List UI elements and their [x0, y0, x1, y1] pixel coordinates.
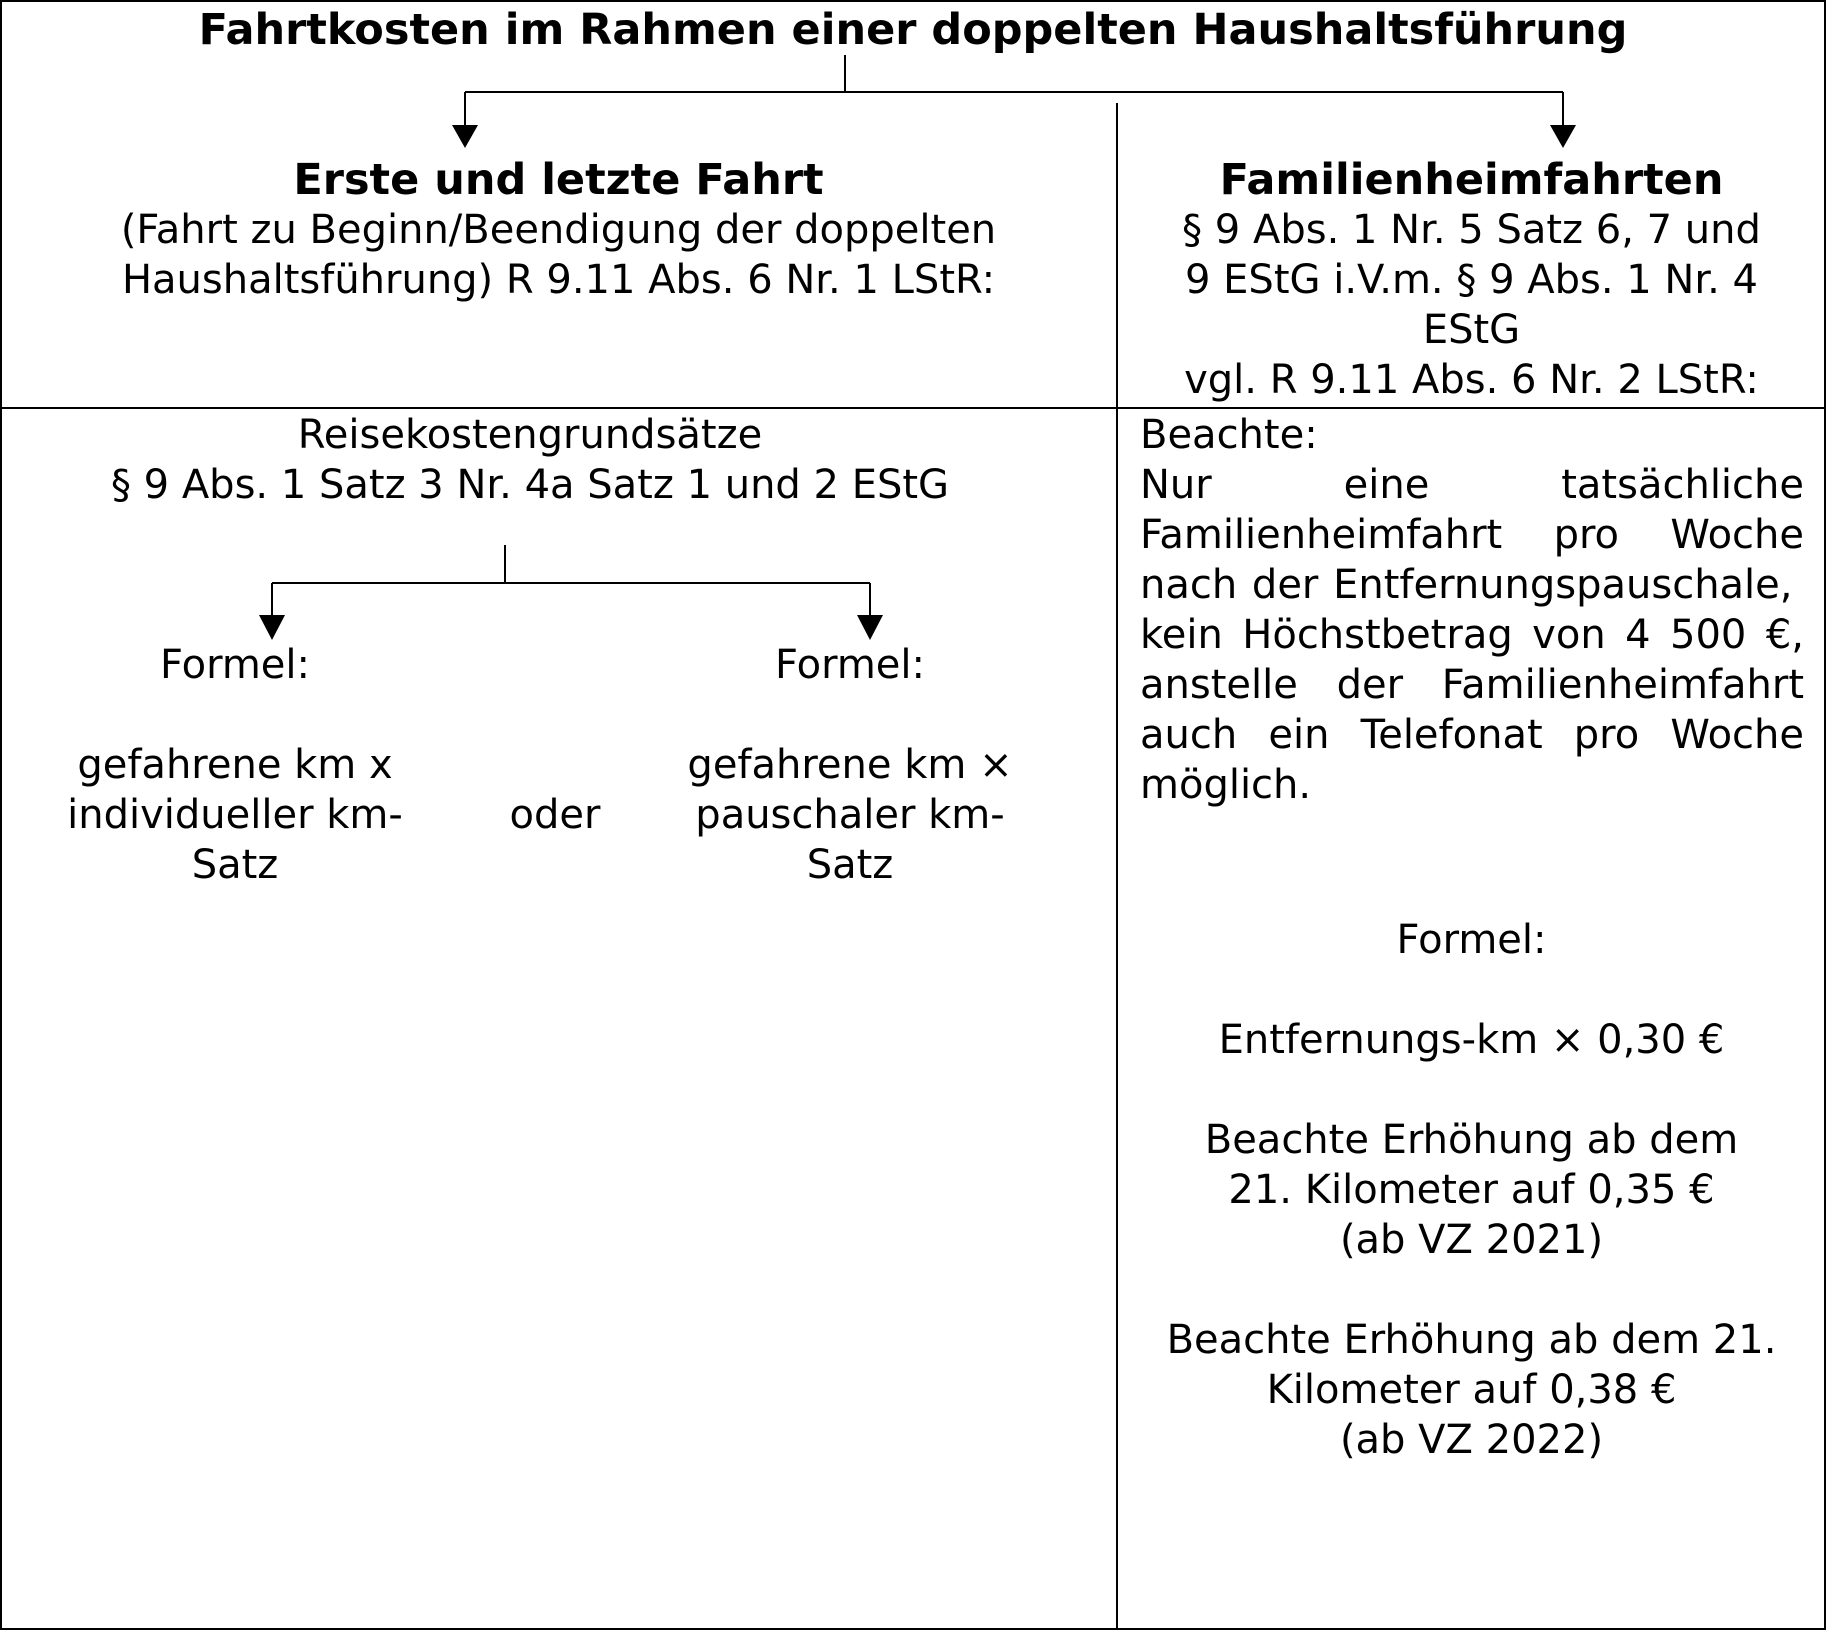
right-header	[1127, 155, 1816, 405]
formula-individual	[30, 640, 440, 890]
spacer	[30, 690, 440, 740]
right-line-3: EStG	[1422, 307, 1521, 353]
formula-flat-rate-line-1: gefahrene km ×	[687, 742, 1013, 788]
formula-individual-line-3: Satz	[191, 842, 279, 888]
note-text-1: Nur eine tatsächliche Familienheimfahrt pro Woche nach der Entfernungspauschale,	[1140, 462, 1804, 608]
increase-2022-line-3: (ab VZ 2022)	[1339, 1417, 1604, 1463]
principles-reference: § 9 Abs. 1 Satz 3 Nr. 4a Satz 1 und 2 EStG	[110, 462, 950, 508]
arrowhead-right-top	[1550, 125, 1576, 148]
left-line-1: (Fahrt zu Beginn/Beendigung der doppelten	[120, 207, 997, 253]
arrowhead-left-sub	[259, 615, 285, 640]
formula-individual-label: Formel:	[160, 642, 310, 688]
note-text-2: kein Höchstbetrag von 4 500 €, anstelle der Familienheimfahrt auch ein Telefonat pro Woche möglich.	[1140, 612, 1804, 808]
formula-individual-line-1: gefahrene km x	[77, 742, 393, 788]
increase-2021-line-3: (ab VZ 2021)	[1339, 1217, 1604, 1263]
note-label: Beachte:	[1140, 412, 1318, 458]
arrowhead-left-top	[452, 125, 478, 148]
diagram-title: Fahrtkosten im Rahmen einer doppelten Haushaltsführung	[198, 5, 1628, 55]
spacer	[1127, 965, 1816, 1015]
increase-2021-line-2: 21. Kilometer auf 0,35 €	[1228, 1167, 1715, 1213]
right-line-1: § 9 Abs. 1 Nr. 5 Satz 6, 7 und	[1182, 207, 1761, 253]
right-note	[1140, 410, 1804, 810]
spacer	[650, 690, 1050, 740]
arrowhead-right-sub	[857, 615, 883, 640]
increase-2021-line-1: Beachte Erhöhung ab dem	[1204, 1117, 1739, 1163]
formula-individual-line-2: individueller km-	[67, 792, 403, 838]
right-formula: Entfernungs-km × 0,30 €	[1218, 1017, 1725, 1063]
increase-2022-line-2: Kilometer auf 0,38 €	[1266, 1367, 1677, 1413]
or-label: oder	[509, 792, 601, 838]
right-formula-section	[1127, 915, 1816, 1465]
travel-cost-principles	[0, 410, 1060, 510]
right-heading: Familienheimfahrten	[1219, 155, 1724, 205]
increase-2022-line-1: Beachte Erhöhung ab dem 21.	[1166, 1317, 1777, 1363]
left-header	[0, 155, 1117, 305]
formula-flat-rate	[650, 640, 1050, 890]
formula-flat-rate-label: Formel:	[775, 642, 925, 688]
right-line-2: 9 EStG i.V.m. § 9 Abs. 1 Nr. 4	[1184, 257, 1758, 303]
right-formula-label: Formel:	[1396, 917, 1547, 963]
right-line-4: vgl. R 9.11 Abs. 6 Nr. 2 LStR:	[1184, 357, 1759, 403]
formula-flat-rate-line-3: Satz	[806, 842, 894, 888]
principles-heading: Reisekostengrundsätze	[297, 412, 763, 458]
spacer	[1127, 1065, 1816, 1115]
spacer	[1127, 1265, 1816, 1315]
left-line-2: Haushaltsführung) R 9.11 Abs. 6 Nr. 1 LStR:	[121, 257, 996, 303]
left-heading: Erste und letzte Fahrt	[293, 155, 824, 205]
formula-flat-rate-line-2: pauschaler km-	[695, 792, 1005, 838]
